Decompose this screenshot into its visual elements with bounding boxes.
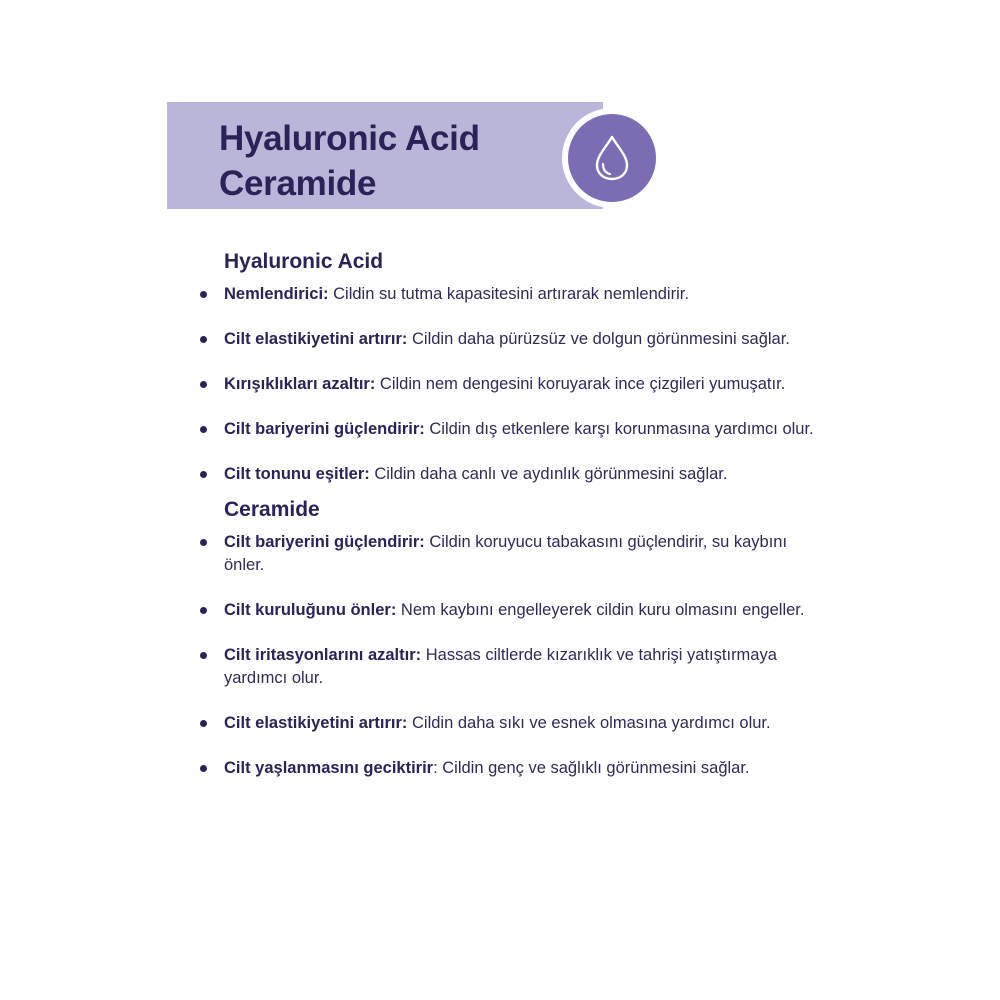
list-item bbox=[200, 463, 820, 486]
benefit-text: Cildin daha pürüzsüz ve dolgun görünmesini sağlar. bbox=[407, 330, 790, 348]
title-line-2: Ceramide bbox=[219, 164, 377, 203]
benefit-term: Cilt kuruluğunu önler: bbox=[224, 601, 397, 619]
benefit-list bbox=[200, 531, 820, 780]
benefit-term: Kırışıklıkları azaltır: bbox=[224, 375, 376, 393]
benefit-text: Cildin daha canlı ve aydınlık görünmesini sağlar. bbox=[369, 465, 728, 483]
list-item bbox=[200, 599, 820, 622]
list-item bbox=[200, 373, 820, 396]
benefit-list bbox=[200, 283, 820, 486]
benefit-term: Cilt bariyerini güçlendirir: bbox=[224, 420, 425, 438]
benefit-text: Cildin dış etkenlere karşı korunmasına yardımcı olur. bbox=[424, 420, 814, 438]
header-banner bbox=[167, 102, 603, 209]
list-item bbox=[200, 328, 820, 351]
section-ceramide bbox=[200, 496, 820, 780]
benefit-term: Cilt iritasyonlarını azaltır: bbox=[224, 646, 422, 664]
benefit-text: Hassas ciltlerde kızarıklık ve tahrişi yatıştırmaya yardımcı olur. bbox=[224, 646, 777, 687]
title-line-1: Hyaluronic Acid bbox=[219, 119, 480, 158]
benefit-text: Cildin daha sıkı ve esnek olmasına yardımcı olur. bbox=[407, 714, 771, 732]
page-title bbox=[219, 116, 480, 206]
section-title: Ceramide bbox=[224, 498, 320, 521]
water-drop-icon bbox=[592, 134, 632, 182]
list-item bbox=[200, 531, 820, 577]
benefit-term: Cilt elastikiyetini artırır: bbox=[224, 330, 408, 348]
list-item bbox=[200, 757, 820, 780]
section-hyaluronic-acid bbox=[200, 248, 820, 486]
benefit-term: Cilt yaşlanmasını geciktirir bbox=[224, 759, 434, 777]
list-item bbox=[200, 644, 820, 690]
benefit-term: Nemlendirici: bbox=[224, 285, 329, 303]
benefit-term: Cilt tonunu eşitler: bbox=[224, 465, 370, 483]
list-item bbox=[200, 712, 820, 735]
list-item bbox=[200, 418, 820, 441]
content bbox=[200, 248, 820, 790]
list-item bbox=[200, 283, 820, 306]
benefit-text: Cildin nem dengesini koruyarak ince çizgileri yumuşatır. bbox=[375, 375, 786, 393]
benefit-text: : Cildin genç ve sağlıklı görünmesini sağlar. bbox=[433, 759, 750, 777]
icon-badge bbox=[562, 108, 662, 208]
icon-badge-circle bbox=[568, 114, 656, 202]
benefit-text: Nem kaybını engelleyerek cildin kuru olmasını engeller. bbox=[396, 601, 805, 619]
section-title: Hyaluronic Acid bbox=[224, 250, 384, 273]
benefit-text: Cildin su tutma kapasitesini artırarak nemlendirir. bbox=[328, 285, 689, 303]
benefit-term: Cilt elastikiyetini artırır: bbox=[224, 714, 408, 732]
benefit-text: Cildin koruyucu tabakasını güçlendirir, su kaybını önler. bbox=[224, 533, 788, 574]
benefit-term: Cilt bariyerini güçlendirir: bbox=[224, 533, 425, 551]
